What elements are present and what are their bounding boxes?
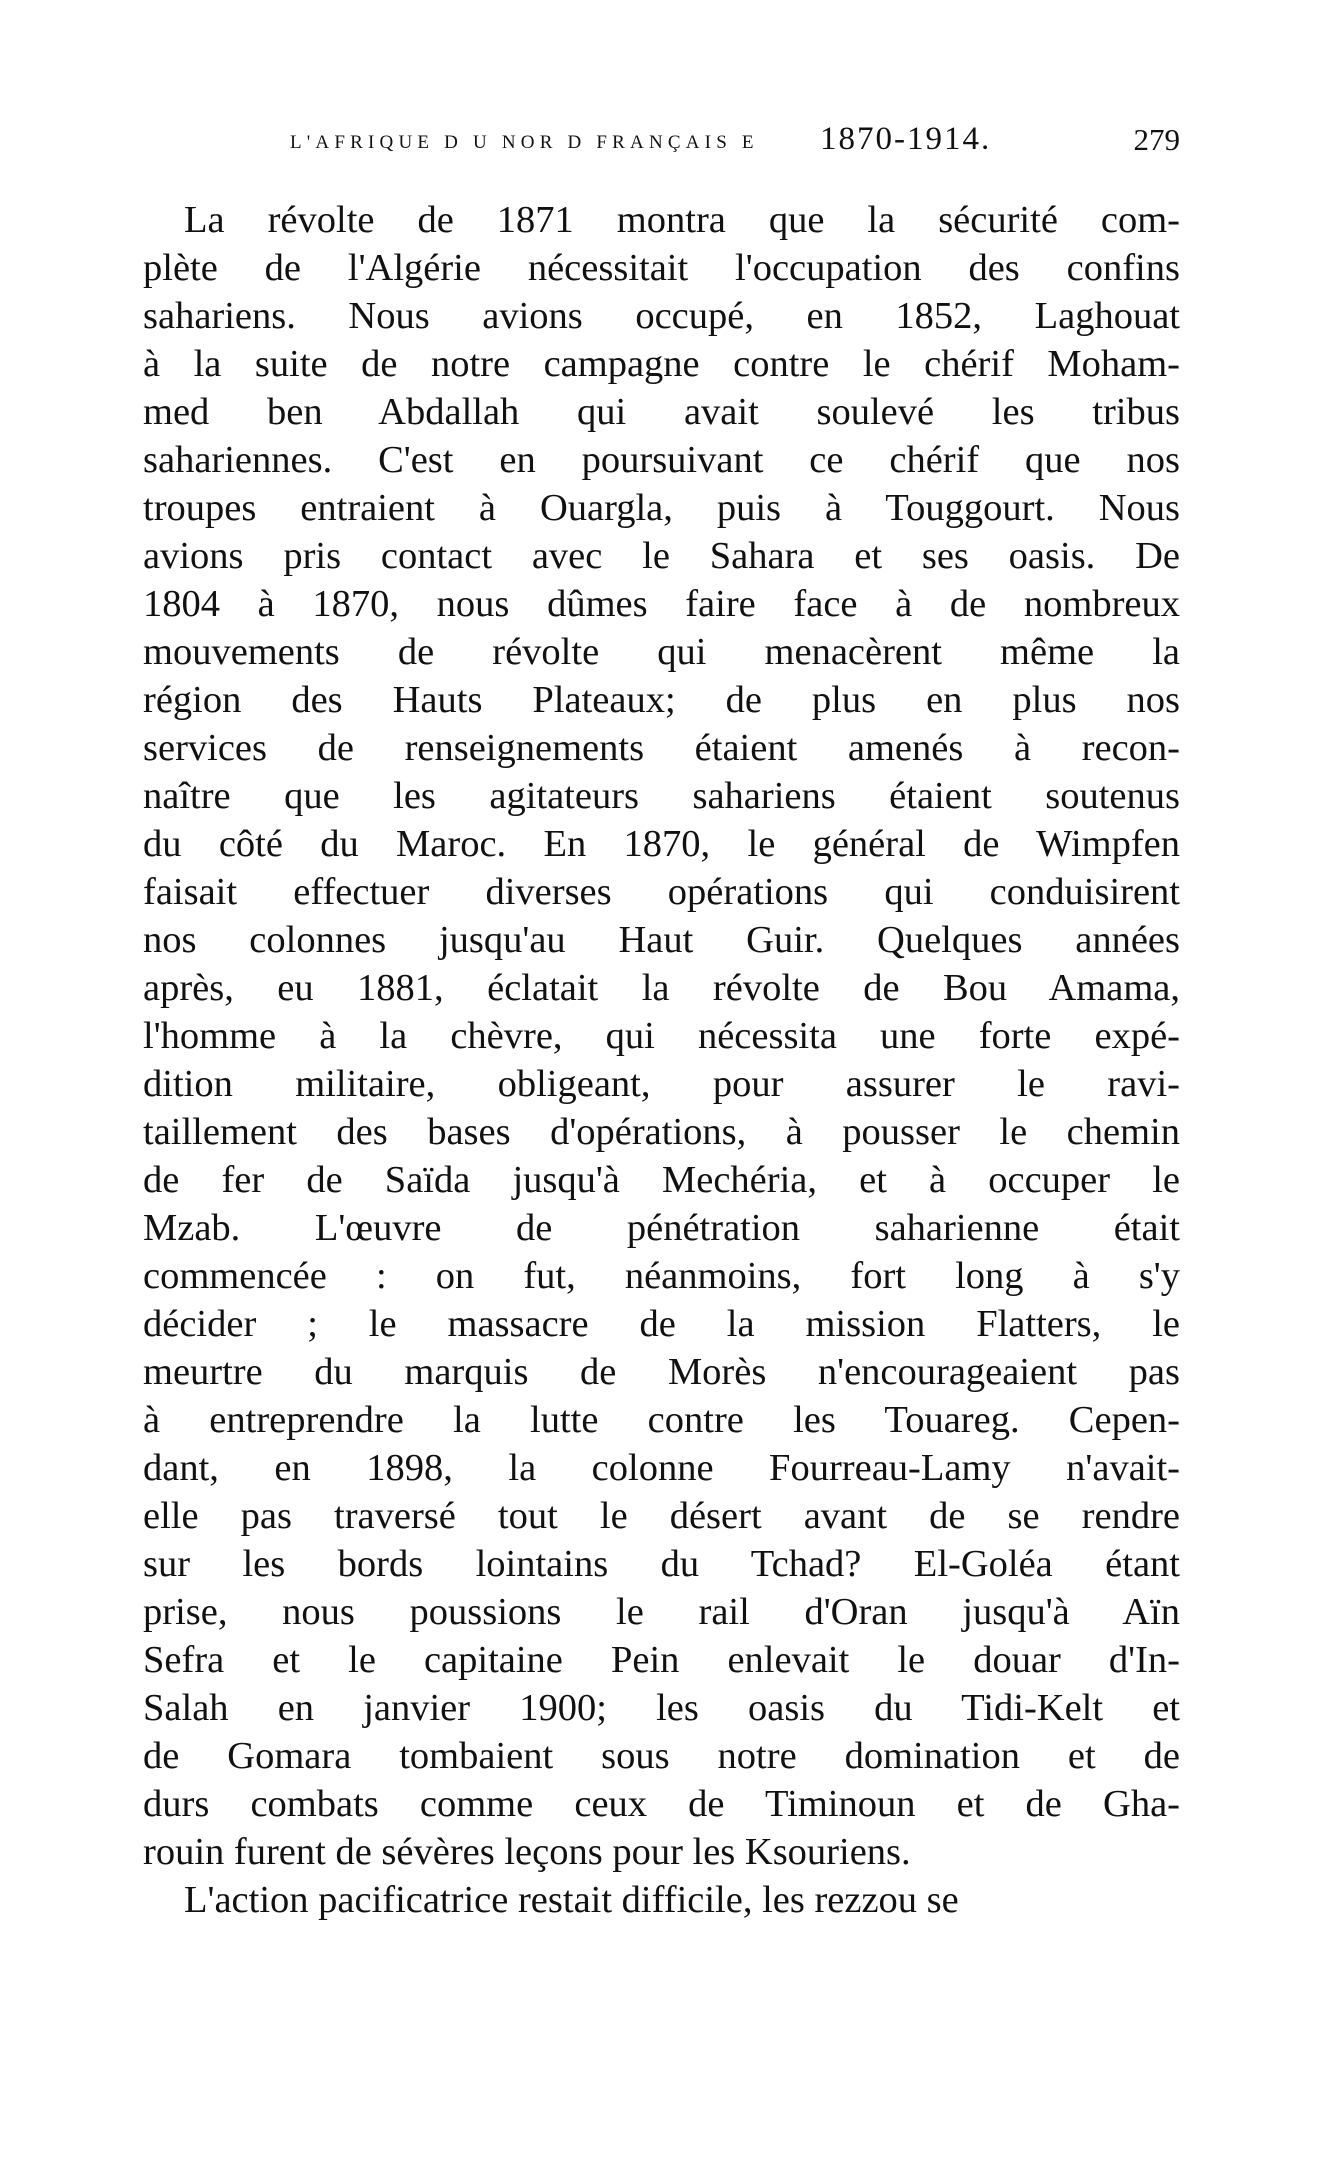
paragraph-line: commencée : on fut, néanmoins, fort long à s'y — [143, 1255, 1180, 1297]
paragraph-line: rouin furent de sévères leçons pour les Ksouriens. — [143, 1831, 911, 1873]
paragraph-line: Mzab. L'œuvre de pénétration saharienne était — [143, 1207, 1180, 1249]
paragraph-line: elle pas traversé tout le désert avant de se rendre — [143, 1495, 1180, 1537]
paragraph-line: 1804 à 1870, nous dûmes faire face à de nombreux — [143, 583, 1180, 625]
paragraph-line: faisait effectuer diverses opérations qui conduisirent — [143, 871, 1180, 913]
paragraph-line: naître que les agitateurs sahariens étaient soutenus — [143, 775, 1180, 817]
paragraph-line: prise, nous poussions le rail d'Oran jusqu'à Aïn — [143, 1591, 1180, 1633]
paragraph-line: avions pris contact avec le Sahara et ses oasis. De — [143, 535, 1180, 577]
paragraph-line: l'homme à la chèvre, qui nécessita une forte expé- — [143, 1015, 1180, 1057]
paragraph-line: du côté du Maroc. En 1870, le général de Wimpfen — [143, 823, 1180, 865]
paragraph-line: à entreprendre la lutte contre les Touareg. Cepen- — [143, 1399, 1180, 1441]
paragraph-line: plète de l'Algérie nécessitait l'occupation des confins — [143, 247, 1180, 289]
paragraph-line: meurtre du marquis de Morès n'encourageaient pas — [143, 1351, 1180, 1393]
paragraph-line: décider ; le massacre de la mission Flatters, le — [143, 1303, 1180, 1345]
paragraph-line: L'action pacificatrice restait difficile, les rezzou se — [184, 1879, 959, 1921]
running-header — [290, 118, 1180, 168]
paragraph-line: Salah en janvier 1900; les oasis du Tidi-Kelt et — [143, 1687, 1180, 1729]
paragraph-line: région des Hauts Plateaux; de plus en plus nos — [143, 679, 1180, 721]
paragraph-line: à la suite de notre campagne contre le chérif Moham- — [143, 343, 1180, 385]
paragraph-line: après, eu 1881, éclatait la révolte de Bou Amama, — [143, 967, 1180, 1009]
body-text — [143, 196, 1180, 1924]
paragraph-line: med ben Abdallah qui avait soulevé les tribus — [143, 391, 1180, 433]
paragraph-line: La révolte de 1871 montra que la sécurité com- — [184, 199, 1180, 241]
paragraph-line: sur les bords lointains du Tchad? El-Goléa étant — [143, 1543, 1180, 1585]
paragraph-line: taillement des bases d'opérations, à pousser le chemin — [143, 1111, 1180, 1153]
paragraph-line: durs combats comme ceux de Timinoun et de Gha- — [143, 1783, 1180, 1825]
page-number: 279 — [1133, 122, 1180, 157]
paragraph-line: Sefra et le capitaine Pein enlevait le douar d'In- — [143, 1639, 1180, 1681]
paragraph-line: dition militaire, obligeant, pour assurer le ravi- — [143, 1063, 1180, 1105]
paragraph-line: mouvements de révolte qui menacèrent même la — [143, 631, 1180, 673]
running-years: 1870-1914. — [820, 121, 992, 157]
paragraph-line: sahariens. Nous avions occupé, en 1852, Laghouat — [143, 295, 1180, 337]
paragraph-line: dant, en 1898, la colonne Fourreau-Lamy n'avait- — [143, 1447, 1180, 1489]
paragraph-line: de Gomara tombaient sous notre domination et de — [143, 1735, 1180, 1777]
paragraph-line: nos colonnes jusqu'au Haut Guir. Quelques années — [143, 919, 1180, 961]
running-title: L'AFRIQUE D U NOR D FRANÇAIS E — [290, 132, 759, 153]
paragraph-line: de fer de Saïda jusqu'à Mechéria, et à occuper le — [143, 1159, 1180, 1201]
paragraph-line: services de renseignements étaient amenés à recon- — [143, 727, 1180, 769]
paragraph-line: troupes entraient à Ouargla, puis à Touggourt. Nous — [143, 487, 1180, 529]
paragraph-line: sahariennes. C'est en poursuivant ce chérif que nos — [143, 439, 1180, 481]
